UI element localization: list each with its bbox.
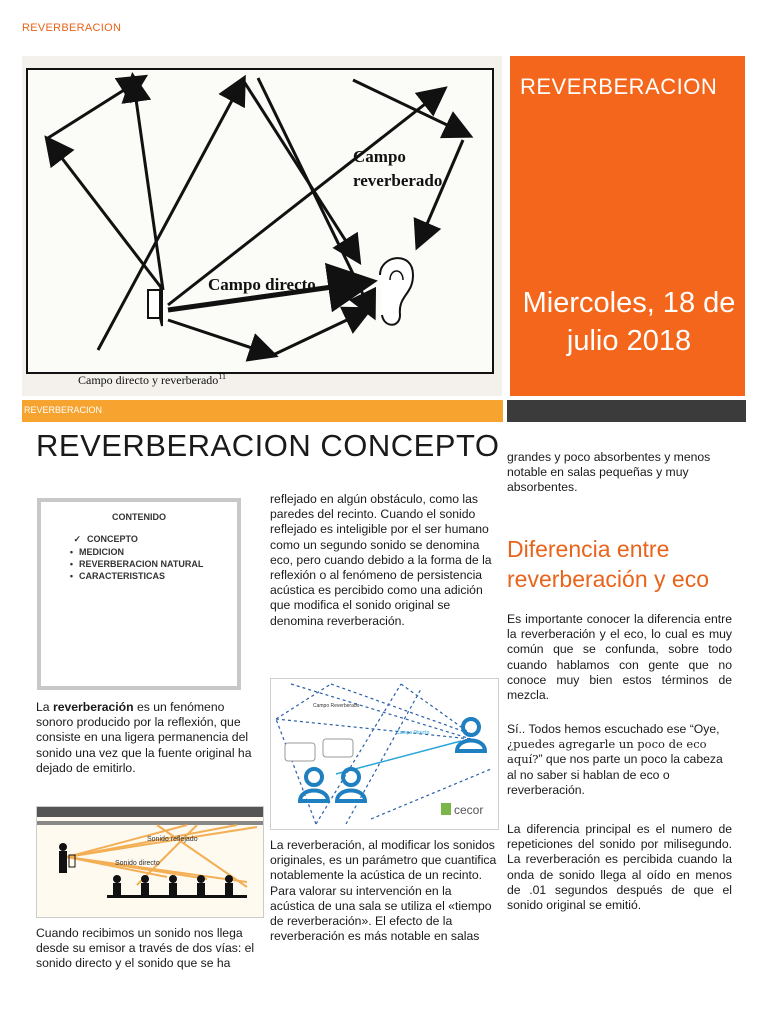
speaker-icon <box>148 282 162 326</box>
toc-item-label: MEDICION <box>79 547 124 557</box>
reverberation-diagram <box>28 70 488 368</box>
section-heading-difference: Diferencia entre reverberación y eco <box>507 536 709 592</box>
speech-bubble-icon <box>285 739 353 761</box>
keyword-reverberacion: reverberación <box>52 700 134 714</box>
toc-item[interactable] <box>59 559 203 569</box>
text-run: ” que nos parte un poco la cabeza al no saber si hablan de eco o reverberación. <box>507 752 723 797</box>
audience-icon <box>107 875 247 898</box>
cecor-logo-text: cecor <box>454 803 484 817</box>
toc-item[interactable] <box>59 547 203 557</box>
text-run: es un fenómeno sonoro producido por la reflexión, que consiste en una ligera permanencia del sonido una vez que la fuente original ha dejado de emitirlo. <box>36 700 252 775</box>
reflection-ray <box>168 320 273 355</box>
label-campo: Campo <box>353 147 406 166</box>
toc-list <box>59 534 203 583</box>
bullet-icon: • <box>69 571 73 581</box>
title-box-heading: REVERBERACION <box>520 74 718 99</box>
table-of-contents <box>37 498 241 690</box>
toc-item[interactable] <box>59 534 203 545</box>
col1-paragraph-2: Cuando recibimos un sonido nos llega desde su emisor a través de dos vías: el sonido directo y el sonido que se ha <box>36 926 255 971</box>
hero-caption-sup: 11 <box>218 372 226 381</box>
label-sonido-directo: Sonido directo <box>115 860 160 867</box>
bullet-icon: • <box>69 559 73 569</box>
col2-paragraph-2: La reverberación, al modificar los sonidos originales, es un parámetro que cuantifica notablemente la acústica de un recinto. Para valorar su intervención en la acústica de una sala se utiliza el «tiempo de reverberación». El efecto de la reverberación es más notable en salas <box>270 838 497 944</box>
reflection-ray <box>353 80 468 135</box>
check-icon: ✓ <box>73 534 81 544</box>
col3-paragraph-2 <box>507 722 732 798</box>
toc-item-label: CARACTERISTICAS <box>79 571 166 581</box>
label-campo-reverberado: Campo Reverberado <box>313 703 360 709</box>
audience-diagram <box>37 807 263 917</box>
col1-paragraph-1 <box>36 700 261 776</box>
col3-paragraph-3: La diferencia principal es el numero de repeticiones del sonido por milisegundo. La reverberación es percibida cuando la onda de sonido llega al oído en menos de .01 segundos después de que el sonido original se emitió. <box>507 822 732 913</box>
reflection-ray <box>48 78 143 138</box>
listener-icon <box>457 719 485 751</box>
main-title: REVERBERACION CONCEPTO <box>36 428 500 463</box>
section-band-label: REVERBERACION <box>24 405 103 415</box>
section-band-dark <box>507 400 746 422</box>
issue-date: Miercoles, 18 de julio 2018 <box>522 287 736 357</box>
label-reverberado: reverberado <box>353 171 443 190</box>
quoted-phrase: ¿puedes agregarle un poco de eco aquí? <box>507 737 707 767</box>
toc-item-label: CONCEPTO <box>87 534 138 544</box>
cecor-logo-icon <box>441 803 451 815</box>
field-diagram-figure <box>270 678 499 830</box>
hero-caption <box>78 372 226 388</box>
field-diagram <box>271 679 498 829</box>
toc-item-label: REVERBERACION NATURAL <box>79 559 204 569</box>
toc-heading: CONTENIDO <box>112 512 166 522</box>
col2-paragraph-1: reflejado en algún obstáculo, como las paredes del recinto. Cuando el sonido reflejado es inteligible por el ser humano como un segundo sonido se denomina eco, pero cuando debido a la forma de la reflexión o al fenómeno de persistencia acústica es percibido como una adición que modifica el sonido original se denomina reverberación. <box>270 492 492 628</box>
label-sonido-reflejado: Sonido reflejado <box>147 836 198 843</box>
reflection-ray <box>273 310 368 355</box>
col3-paragraph-1: Es importante conocer la diferencia entre la reverberación y el eco, lo cual es muy común que se confunda, sobre todo cuando hablamos con gente que no conoce muy bien estos términos de mezcla. <box>507 612 732 703</box>
header-label: REVERBERACION <box>22 22 122 34</box>
reflected-sound-figure <box>36 806 264 918</box>
toc-item[interactable] <box>59 571 203 581</box>
label-campo-directo: Campo Directo <box>396 730 430 736</box>
hero-diagram <box>26 68 494 374</box>
bullet-icon: • <box>69 547 73 557</box>
label-campo-directo: Campo directo <box>208 275 316 294</box>
text-run: La <box>36 700 53 714</box>
hero-caption-text: Campo directo y reverberado <box>78 373 219 387</box>
text-run: Sí.. Todos hemos escuchado ese “Oye, <box>507 722 720 736</box>
reflection-ray <box>418 140 463 245</box>
ear-icon <box>380 258 413 325</box>
col3-paragraph-0: grandes y poco absorbentes y menos notable en salas pequeñas y muy absorbentes. <box>507 450 711 495</box>
